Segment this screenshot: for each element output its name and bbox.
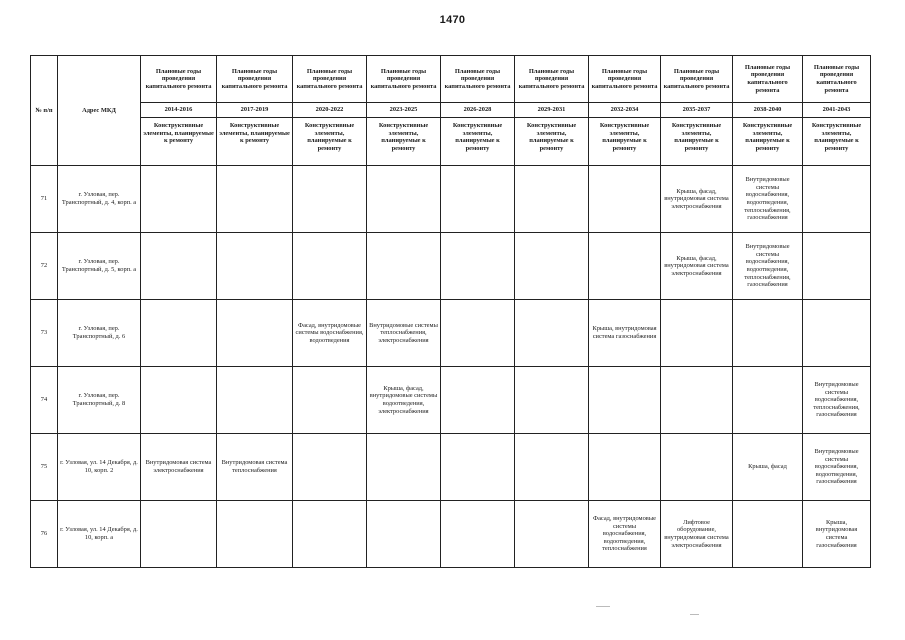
capital-repair-table xyxy=(30,55,871,568)
repair-works-cell xyxy=(293,166,367,233)
repair-works-cell xyxy=(661,300,733,367)
header-planned-years: Плановые годы проведения капитального ремонта xyxy=(515,56,589,103)
header-period-2038-2040: 2038-2040 xyxy=(733,103,803,118)
repair-works-cell xyxy=(803,166,871,233)
repair-works-cell: Внутридомовые системы теплоснабжения, электроснабжения xyxy=(367,300,441,367)
repair-works-cell xyxy=(293,434,367,501)
repair-works-cell xyxy=(367,434,441,501)
row-address: г. Узловая, ул. 14 Декабря, д. 10, корп. а xyxy=(58,501,141,568)
header-period-2026-2028: 2026-2028 xyxy=(441,103,515,118)
repair-works-cell: Крыша, фасад, внутридомовая система электроснабжения xyxy=(661,166,733,233)
header-planned-years: Плановые годы проведения капитального ремонта xyxy=(217,56,293,103)
header-period-2035-2037: 2035-2037 xyxy=(661,103,733,118)
repair-works-cell xyxy=(589,367,661,434)
table-row xyxy=(31,501,871,568)
header-structural-elements: Конструктивные элементы, планируемые к ремонту xyxy=(515,118,589,166)
scan-speck xyxy=(690,614,699,615)
header-structural-elements: Конструктивные элементы, планируемые к ремонту xyxy=(803,118,871,166)
repair-works-cell xyxy=(441,501,515,568)
page-number: 1470 xyxy=(439,14,466,26)
header-planned-years: Плановые годы проведения капитального ремонта xyxy=(367,56,441,103)
repair-works-cell xyxy=(141,166,217,233)
header-planned-years: Плановые годы проведения капитального ремонта xyxy=(293,56,367,103)
header-planned-years: Плановые годы проведения капитального ремонта xyxy=(661,56,733,103)
repair-works-cell xyxy=(141,300,217,367)
repair-works-cell xyxy=(141,367,217,434)
repair-works-cell: Крыша, внутридомовая система газоснабжения xyxy=(803,501,871,568)
header-structural-elements: Конструктивные элементы, планируемые к ремонту xyxy=(293,118,367,166)
scan-speck xyxy=(596,606,610,607)
repair-works-cell xyxy=(217,501,293,568)
table-row xyxy=(31,434,871,501)
row-address: г. Узловая, пер. Транспортный, д. 8 xyxy=(58,367,141,434)
repair-works-cell: Крыша, фасад xyxy=(733,434,803,501)
row-address: г. Узловая, пер. Транспортный, д. 5, корп. а xyxy=(58,233,141,300)
repair-works-cell xyxy=(515,166,589,233)
repair-works-cell: Внутридомовые системы водоснабжения, водоотведения, теплоснабжения, газоснабжения xyxy=(733,166,803,233)
header-planned-years: Плановые годы проведения капитального ремонта xyxy=(141,56,217,103)
header-period-2029-2031: 2029-2031 xyxy=(515,103,589,118)
repair-works-cell xyxy=(803,233,871,300)
repair-works-cell xyxy=(141,501,217,568)
header-period-2032-2034: 2032-2034 xyxy=(589,103,661,118)
repair-works-cell xyxy=(293,233,367,300)
row-number: 71 xyxy=(31,166,58,233)
repair-works-cell xyxy=(515,367,589,434)
repair-works-cell: Внутридомовая система теплоснабжения xyxy=(217,434,293,501)
repair-works-cell xyxy=(367,501,441,568)
repair-works-cell xyxy=(293,501,367,568)
row-number: 72 xyxy=(31,233,58,300)
repair-works-cell xyxy=(217,300,293,367)
header-structural-elements: Конструктивные элементы, планируемые к ремонту xyxy=(441,118,515,166)
header-period-2014-2016: 2014-2016 xyxy=(141,103,217,118)
repair-works-cell xyxy=(367,233,441,300)
repair-works-cell xyxy=(217,166,293,233)
repair-works-cell xyxy=(515,233,589,300)
header-period-2017-2019: 2017-2019 xyxy=(217,103,293,118)
header-structural-elements: Конструктивные элементы, планируемые к ремонту xyxy=(217,118,293,166)
table-row xyxy=(31,300,871,367)
header-planned-years: Плановые годы проведения капитального ремонта xyxy=(441,56,515,103)
row-number: 75 xyxy=(31,434,58,501)
repair-works-cell xyxy=(441,367,515,434)
header-period-2023-2025: 2023-2025 xyxy=(367,103,441,118)
header-structural-elements: Конструктивные элементы, планируемые к ремонту xyxy=(141,118,217,166)
repair-works-cell: Внутридомовые системы водоснабжения, водоотведения, теплоснабжения, газоснабжения xyxy=(733,233,803,300)
repair-works-cell xyxy=(217,367,293,434)
repair-works-cell: Внутридомовые системы водоснабжения, водоотведения, газоснабжения xyxy=(803,434,871,501)
repair-works-cell xyxy=(293,367,367,434)
repair-works-cell xyxy=(661,434,733,501)
repair-works-cell: Лифтовое оборудование, внутридомовая система электроснабжения xyxy=(661,501,733,568)
row-number: 74 xyxy=(31,367,58,434)
repair-works-cell: Крыша, фасад, внутридомовая система электроснабжения xyxy=(661,233,733,300)
repair-works-cell xyxy=(367,166,441,233)
header-planned-years: Плановые годы проведения капитального ремонта xyxy=(589,56,661,103)
repair-works-cell xyxy=(515,300,589,367)
repair-works-cell xyxy=(661,367,733,434)
repair-works-cell: Крыша, внутридомовая система газоснабжения xyxy=(589,300,661,367)
header-period-2020-2022: 2020-2022 xyxy=(293,103,367,118)
repair-works-cell: Внутридомовые системы водоснабжения, теплоснабжения, газоснабжения xyxy=(803,367,871,434)
header-period-2041-2043: 2041-2043 xyxy=(803,103,871,118)
repair-works-cell xyxy=(803,300,871,367)
repair-works-cell xyxy=(441,300,515,367)
header-structural-elements: Конструктивные элементы, планируемые к ремонту xyxy=(661,118,733,166)
header-address: Адрес МКД xyxy=(58,56,141,166)
repair-works-cell: Внутридомовая система электроснабжения xyxy=(141,434,217,501)
repair-works-cell xyxy=(515,434,589,501)
repair-works-cell xyxy=(589,434,661,501)
table-row xyxy=(31,367,871,434)
row-number: 76 xyxy=(31,501,58,568)
table-row xyxy=(31,166,871,233)
repair-works-cell xyxy=(217,233,293,300)
repair-works-cell xyxy=(589,233,661,300)
repair-works-cell: Фасад, внутридомовые системы водоснабжения, водоотведения, теплоснабжения xyxy=(589,501,661,568)
row-address: г. Узловая, пер. Транспортный, д. 4, корп. а xyxy=(58,166,141,233)
repair-works-cell xyxy=(441,233,515,300)
header-number: № п/п xyxy=(31,56,58,166)
repair-works-cell xyxy=(733,501,803,568)
row-address: г. Узловая, пер. Транспортный, д. 6 xyxy=(58,300,141,367)
header-planned-years: Плановые годы проведения капитального ремонта xyxy=(733,56,803,103)
repair-works-cell xyxy=(515,501,589,568)
repair-works-cell xyxy=(733,300,803,367)
repair-works-cell xyxy=(141,233,217,300)
row-address: г. Узловая, ул. 14 Декабря, д. 10, корп. 2 xyxy=(58,434,141,501)
repair-works-cell: Крыша, фасад, внутридомовые системы водоотведения, электроснабжения xyxy=(367,367,441,434)
header-structural-elements: Конструктивные элементы, планируемые к ремонту xyxy=(589,118,661,166)
repair-works-cell xyxy=(441,166,515,233)
repair-works-cell xyxy=(733,367,803,434)
repair-works-cell: Фасад, внутридомовые системы водоснабжения, водоотведения xyxy=(293,300,367,367)
header-structural-elements: Конструктивные элементы, планируемые к ремонту xyxy=(367,118,441,166)
row-number: 73 xyxy=(31,300,58,367)
table-row xyxy=(31,233,871,300)
repair-works-cell xyxy=(441,434,515,501)
header-structural-elements: Конструктивные элементы, планируемые к ремонту xyxy=(733,118,803,166)
capital-repair-table-sheet xyxy=(30,55,870,568)
repair-works-cell xyxy=(589,166,661,233)
header-planned-years: Плановые годы проведения капитального ремонта xyxy=(803,56,871,103)
